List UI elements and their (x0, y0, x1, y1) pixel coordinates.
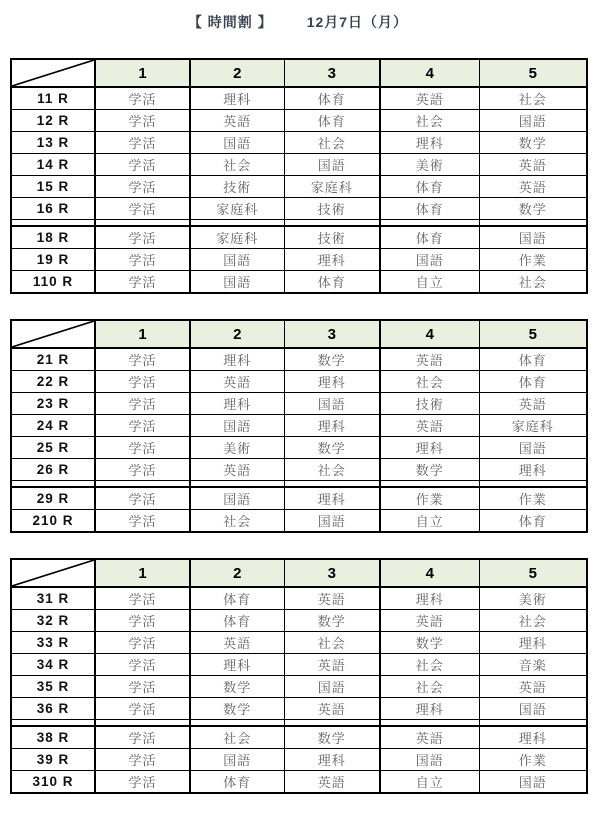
subject-cell: 英語 (380, 87, 479, 110)
period-header-cell: 3 (284, 559, 380, 587)
title-label: 【 時間割 】 (187, 14, 273, 30)
timetable-grade-1 (10, 58, 588, 294)
subject-cell: 学活 (95, 132, 190, 154)
subject-cell: 国語 (284, 676, 380, 698)
subject-cell: 理科 (380, 437, 479, 459)
subject-cell: 数学 (479, 198, 587, 220)
period-header-cell: 4 (380, 559, 479, 587)
subject-cell: 国語 (190, 749, 284, 771)
subject-cell: 学活 (95, 654, 190, 676)
subject-cell: 数学 (190, 676, 284, 698)
subject-cell: 技術 (380, 393, 479, 415)
subject-cell: 理科 (380, 698, 479, 720)
period-header-row (11, 320, 587, 348)
subject-cell: 美術 (380, 154, 479, 176)
subject-cell: 英語 (284, 654, 380, 676)
subject-cell: 国語 (479, 226, 587, 249)
subject-cell: 英語 (190, 632, 284, 654)
class-label-cell: 39 R (11, 749, 95, 771)
period-header-cell: 2 (190, 559, 284, 587)
period-header-cell: 4 (380, 320, 479, 348)
timetable-row (11, 226, 587, 249)
timetable-row (11, 348, 587, 371)
timetable-row (11, 415, 587, 437)
subject-cell: 学活 (95, 110, 190, 132)
subject-cell: 学活 (95, 198, 190, 220)
class-label-cell: 31 R (11, 587, 95, 610)
class-label-cell: 12 R (11, 110, 95, 132)
subject-cell: 体育 (479, 510, 587, 533)
period-header-cell: 4 (380, 59, 479, 87)
timetable-row (11, 176, 587, 198)
subject-cell: 英語 (284, 587, 380, 610)
timetable-row (11, 110, 587, 132)
subject-cell: 学活 (95, 610, 190, 632)
subject-cell: 国語 (190, 249, 284, 271)
subject-cell: 作業 (479, 487, 587, 510)
timetable-row (11, 771, 587, 794)
subject-cell: 学活 (95, 771, 190, 794)
corner-cell (11, 559, 95, 587)
diagonal-line-icon (12, 60, 94, 86)
subject-cell: 国語 (190, 415, 284, 437)
subject-cell: 国語 (479, 771, 587, 794)
class-label-cell: 25 R (11, 437, 95, 459)
subject-cell: 英語 (380, 726, 479, 749)
class-label-cell: 19 R (11, 249, 95, 271)
subject-cell: 体育 (190, 610, 284, 632)
timetable-row (11, 587, 587, 610)
subject-cell: 体育 (284, 87, 380, 110)
subject-cell: 作業 (380, 487, 479, 510)
period-header-cell: 5 (479, 320, 587, 348)
class-label-cell: 32 R (11, 610, 95, 632)
class-label-cell: 24 R (11, 415, 95, 437)
subject-cell: 学活 (95, 749, 190, 771)
timetable-row (11, 487, 587, 510)
subject-cell: 英語 (479, 176, 587, 198)
subject-cell: 国語 (380, 249, 479, 271)
subject-cell: 理科 (284, 371, 380, 393)
subject-cell: 国語 (479, 110, 587, 132)
subject-cell: 英語 (479, 393, 587, 415)
period-header-cell: 2 (190, 59, 284, 87)
class-label-cell: 15 R (11, 176, 95, 198)
subject-cell: 社会 (380, 371, 479, 393)
subject-cell: 理科 (479, 726, 587, 749)
subject-cell: 理科 (284, 415, 380, 437)
subject-cell: 体育 (284, 110, 380, 132)
subject-cell: 理科 (479, 632, 587, 654)
subject-cell: 国語 (190, 487, 284, 510)
subject-cell: 数学 (284, 348, 380, 371)
timetable-row (11, 437, 587, 459)
subject-cell: 学活 (95, 587, 190, 610)
subject-cell: 英語 (479, 676, 587, 698)
subject-cell: 国語 (479, 437, 587, 459)
diagonal-line-icon (12, 560, 94, 586)
period-header-row (11, 59, 587, 87)
subject-cell: 社会 (479, 610, 587, 632)
subject-cell: 学活 (95, 226, 190, 249)
subject-cell: 体育 (479, 371, 587, 393)
class-label-cell: 33 R (11, 632, 95, 654)
class-label-cell: 36 R (11, 698, 95, 720)
subject-cell: 英語 (479, 154, 587, 176)
class-label-cell: 21 R (11, 348, 95, 371)
period-header-cell: 5 (479, 59, 587, 87)
subject-cell: 国語 (284, 393, 380, 415)
class-label-cell: 29 R (11, 487, 95, 510)
subject-cell: 社会 (380, 110, 479, 132)
timetable-row (11, 510, 587, 533)
subject-cell: 体育 (380, 176, 479, 198)
class-label-cell: 23 R (11, 393, 95, 415)
class-label-cell: 210 R (11, 510, 95, 533)
period-header-cell: 1 (95, 559, 190, 587)
page-title (10, 12, 586, 32)
timetable-row (11, 610, 587, 632)
subject-cell: 家庭科 (190, 198, 284, 220)
subject-cell: 数学 (380, 632, 479, 654)
subject-cell: 学活 (95, 154, 190, 176)
subject-cell: 英語 (190, 371, 284, 393)
timetable-row (11, 459, 587, 481)
subject-cell: 数学 (284, 726, 380, 749)
class-label-cell: 18 R (11, 226, 95, 249)
timetable-row (11, 154, 587, 176)
subject-cell: 学活 (95, 676, 190, 698)
timetable-row (11, 749, 587, 771)
timetable-row (11, 87, 587, 110)
subject-cell: 理科 (190, 393, 284, 415)
subject-cell: 体育 (190, 771, 284, 794)
subject-cell: 体育 (380, 226, 479, 249)
subject-cell: 学活 (95, 176, 190, 198)
subject-cell: 家庭科 (190, 226, 284, 249)
class-label-cell: 22 R (11, 371, 95, 393)
class-label-cell: 34 R (11, 654, 95, 676)
subject-cell: 学活 (95, 459, 190, 481)
subject-cell: 国語 (190, 271, 284, 294)
timetable-row (11, 371, 587, 393)
subject-cell: 国語 (284, 510, 380, 533)
subject-cell: 理科 (479, 459, 587, 481)
subject-cell: 家庭科 (479, 415, 587, 437)
subject-cell: 国語 (190, 132, 284, 154)
subject-cell: 学活 (95, 487, 190, 510)
subject-cell: 学活 (95, 393, 190, 415)
subject-cell: 理科 (380, 132, 479, 154)
subject-cell: 英語 (284, 771, 380, 794)
timetable-row (11, 632, 587, 654)
timetable-row (11, 676, 587, 698)
subject-cell: 学活 (95, 437, 190, 459)
subject-cell: 学活 (95, 698, 190, 720)
timetable-grade-2 (10, 319, 588, 533)
period-header-row (11, 559, 587, 587)
class-label-cell: 310 R (11, 771, 95, 794)
subject-cell: 英語 (284, 698, 380, 720)
subject-cell: 英語 (380, 415, 479, 437)
subject-cell: 音楽 (479, 654, 587, 676)
subject-cell: 学活 (95, 371, 190, 393)
subject-cell: 数学 (284, 610, 380, 632)
subject-cell: 自立 (380, 271, 479, 294)
diagonal-line-icon (12, 321, 94, 347)
subject-cell: 技術 (284, 226, 380, 249)
subject-cell: 社会 (380, 676, 479, 698)
subject-cell: 理科 (284, 487, 380, 510)
subject-cell: 体育 (479, 348, 587, 371)
subject-cell: 学活 (95, 348, 190, 371)
subject-cell: 学活 (95, 726, 190, 749)
subject-cell: 美術 (479, 587, 587, 610)
subject-cell: 社会 (380, 654, 479, 676)
subject-cell: 社会 (479, 87, 587, 110)
class-label-cell: 11 R (11, 87, 95, 110)
corner-cell (11, 320, 95, 348)
subject-cell: 理科 (380, 587, 479, 610)
class-label-cell: 13 R (11, 132, 95, 154)
subject-cell: 体育 (190, 587, 284, 610)
subject-cell: 理科 (284, 749, 380, 771)
subject-cell: 社会 (190, 154, 284, 176)
subject-cell: 国語 (380, 749, 479, 771)
subject-cell: 社会 (284, 132, 380, 154)
subject-cell: 社会 (284, 459, 380, 481)
subject-cell: 学活 (95, 271, 190, 294)
subject-cell: 理科 (284, 249, 380, 271)
subject-cell: 学活 (95, 415, 190, 437)
timetable-grade-3 (10, 558, 588, 794)
timetable-row (11, 393, 587, 415)
subject-cell: 英語 (380, 348, 479, 371)
class-label-cell: 16 R (11, 198, 95, 220)
subject-cell: 数学 (479, 132, 587, 154)
subject-cell: 理科 (190, 654, 284, 676)
timetable-row (11, 726, 587, 749)
subject-cell: 社会 (190, 510, 284, 533)
corner-cell (11, 59, 95, 87)
subject-cell: 数学 (190, 698, 284, 720)
subject-cell: 数学 (380, 459, 479, 481)
period-header-cell: 1 (95, 59, 190, 87)
timetable-row (11, 249, 587, 271)
class-label-cell: 35 R (11, 676, 95, 698)
subject-cell: 理科 (190, 87, 284, 110)
period-header-cell: 3 (284, 59, 380, 87)
class-label-cell: 26 R (11, 459, 95, 481)
subject-cell: 体育 (380, 198, 479, 220)
subject-cell: 学活 (95, 510, 190, 533)
subject-cell: 英語 (190, 459, 284, 481)
period-header-cell: 3 (284, 320, 380, 348)
timetable-row (11, 654, 587, 676)
subject-cell: 美術 (190, 437, 284, 459)
subject-cell: 英語 (190, 110, 284, 132)
subject-cell: 英語 (380, 610, 479, 632)
subject-cell: 数学 (284, 437, 380, 459)
subject-cell: 自立 (380, 771, 479, 794)
subject-cell: 作業 (479, 749, 587, 771)
subject-cell: 社会 (190, 726, 284, 749)
title-date: 12月7日（月） (306, 14, 409, 30)
timetable-row (11, 132, 587, 154)
subject-cell: 社会 (284, 632, 380, 654)
timetable-row (11, 698, 587, 720)
subject-cell: 国語 (284, 154, 380, 176)
timetable-row (11, 271, 587, 294)
subject-cell: 技術 (284, 198, 380, 220)
subject-cell: 学活 (95, 249, 190, 271)
timetable-tables (10, 58, 601, 794)
subject-cell: 自立 (380, 510, 479, 533)
timetable-row (11, 198, 587, 220)
subject-cell: 国語 (479, 698, 587, 720)
period-header-cell: 5 (479, 559, 587, 587)
period-header-cell: 2 (190, 320, 284, 348)
period-header-cell: 1 (95, 320, 190, 348)
subject-cell: 技術 (190, 176, 284, 198)
class-label-cell: 38 R (11, 726, 95, 749)
subject-cell: 理科 (190, 348, 284, 371)
subject-cell: 学活 (95, 87, 190, 110)
subject-cell: 社会 (479, 271, 587, 294)
subject-cell: 体育 (284, 271, 380, 294)
subject-cell: 学活 (95, 632, 190, 654)
subject-cell: 家庭科 (284, 176, 380, 198)
subject-cell: 作業 (479, 249, 587, 271)
class-label-cell: 110 R (11, 271, 95, 294)
class-label-cell: 14 R (11, 154, 95, 176)
